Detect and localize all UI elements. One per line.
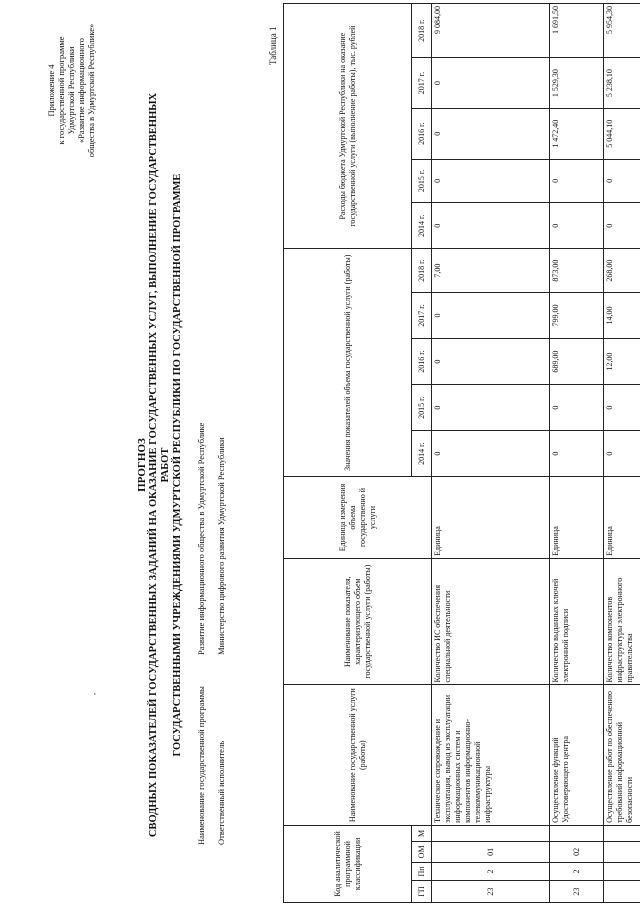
- executor-row: [216, 345, 226, 845]
- cell-service: Осуществление функций Удостоверяющего центра: [550, 685, 604, 825]
- cell-expense: 0: [432, 58, 550, 109]
- header-row: [284, 4, 412, 903]
- cell-volume: 12,00: [604, 339, 640, 385]
- cell-indicator: Количество выданных ключей электронной подписи: [550, 558, 604, 685]
- cell-m: [604, 825, 640, 841]
- table-row: [432, 4, 550, 903]
- header-unit: Единица измерения объема государственно й услуги: [284, 477, 432, 559]
- cell-expense: 0: [550, 159, 604, 203]
- program-row: [196, 345, 206, 845]
- title-line: ПРОГНОЗ: [136, 438, 148, 492]
- cell-expense: 0: [432, 203, 550, 249]
- header-year: 2018 г.: [412, 4, 432, 58]
- cell-volume: 0: [432, 339, 550, 385]
- cell-volume: 689,00: [550, 339, 604, 385]
- appendix-line: «Развитие информационного: [76, 37, 86, 144]
- table-number: Таблица 1: [268, 26, 278, 65]
- title-line: ГОСУДАРСТВЕННЫМИ УЧРЕЖДЕНИЯМИ УДМУРТСКОЙ РЕСПУБЛИКИ ПО ГОСУДАРСТВЕННОЙ ПРОГРАММЕ: [172, 173, 183, 757]
- header-volume: Значения показателей объема государственной услуги (работы): [284, 249, 412, 477]
- header-year: 2015 г.: [412, 385, 432, 431]
- cell-volume: 0: [432, 293, 550, 339]
- header-year: 2016 г.: [412, 339, 432, 385]
- appendix-line: общества в Удмуртской Республике»: [86, 23, 96, 158]
- cell-volume: 0: [432, 385, 550, 431]
- cell-volume: 268,00: [604, 249, 640, 293]
- cell-pp: 2: [550, 862, 604, 880]
- cell-volume: 0: [604, 385, 640, 431]
- cell-expense: 0: [432, 159, 550, 203]
- cell-gp: [604, 881, 640, 903]
- appendix-line: к государственной программе: [56, 36, 66, 145]
- cell-pp: [604, 862, 640, 880]
- header-gp: ГП: [412, 881, 432, 903]
- cell-expense: 0: [604, 159, 640, 203]
- program-value: Развитие информационного общества в Удмуртской Республике: [196, 422, 206, 655]
- cell-om: 02: [550, 842, 604, 863]
- header-year: 2015 г.: [412, 159, 432, 203]
- cell-gp: 23: [432, 881, 550, 903]
- cell-service: Осуществление работ по обеспечению требований информационной безопасности: [604, 685, 640, 825]
- cell-expense: 0: [550, 203, 604, 249]
- header-code: Код аналитической программной классификации: [284, 825, 412, 902]
- cell-pp: 2: [432, 862, 550, 880]
- cell-expense: 5 044,10: [604, 108, 640, 159]
- cell-unit: Единица: [550, 477, 604, 559]
- cell-expense: 0: [432, 108, 550, 159]
- cell-m: [432, 825, 550, 841]
- appendix-note: [46, 3, 96, 178]
- cell-expense: 5 954,30: [604, 4, 640, 58]
- cell-expense: 1 472,40: [550, 108, 604, 159]
- cell-indicator: Количество компонентов инфраструктуры электронного правительства: [604, 558, 640, 685]
- cell-indicator: Количество ИС обеспечения специальной деятельности: [432, 558, 550, 685]
- header-expenses: Расходы бюджета Удмуртской Республики на оказание государственной услуги (выполнение работы), тыс. рублей: [284, 4, 412, 249]
- header-year: 2014 г.: [412, 431, 432, 477]
- header-year: 2017 г.: [412, 58, 432, 109]
- cell-expense: 9 084,00: [432, 4, 550, 58]
- cell-expense: 1 529,30: [550, 58, 604, 109]
- header-year: 2018 г.: [412, 249, 432, 293]
- cell-unit: Единица: [432, 477, 550, 559]
- header-m: М: [412, 825, 432, 841]
- cell-om: 01: [432, 842, 550, 863]
- cell-om: [604, 842, 640, 863]
- cell-unit: Единица: [604, 477, 640, 559]
- forecast-table: [283, 3, 640, 903]
- cell-volume: 0: [432, 431, 550, 477]
- cell-volume: 14,00: [604, 293, 640, 339]
- header-year: 2017 г.: [412, 293, 432, 339]
- program-label: Наименование государственной программы: [196, 686, 206, 845]
- header-year: 2014 г.: [412, 203, 432, 249]
- cell-volume: 0: [550, 431, 604, 477]
- executor-label: Ответственный исполнитель: [216, 740, 226, 845]
- cell-m: [550, 825, 604, 841]
- cell-service: Техническое сопровождение и эксплуатация, вывод из эксплуатации информационных систем и компонентов информационно-телекоммуникационной инфраструктуры: [432, 685, 550, 825]
- header-service: Наименование государственной услуги (работы): [284, 685, 432, 825]
- cell-volume: 0: [604, 431, 640, 477]
- cell-expense: 5 238,10: [604, 58, 640, 109]
- header-year: 2016 г.: [412, 108, 432, 159]
- cell-expense: 1 691,50: [550, 4, 604, 58]
- document-title: [136, 85, 184, 845]
- executor-value: Министерство цифрового развития Удмуртской Республики: [216, 437, 226, 655]
- cell-volume: 799,00: [550, 293, 604, 339]
- title-line: СВОДНЫХ ПОКАЗАТЕЛЕЙ ГОСУДАРСТВЕННЫХ ЗАДАНИЙ НА ОКАЗАНИЕ ГОСУДАРСТВЕННЫХ УСЛУГ, ВЫПОЛНЕНИЕ ГОСУДАРСТВЕННЫХ РАБОТ: [148, 92, 171, 838]
- header-indicator: Наименование показателя, характеризующего объем государственной услуги (работы): [284, 558, 432, 685]
- table-row: [604, 4, 640, 903]
- table-row: [550, 4, 604, 903]
- cell-expense: 0: [604, 203, 640, 249]
- program-info: [196, 345, 236, 845]
- cell-volume: 873,00: [550, 249, 604, 293]
- appendix-line: Удмуртской Республики: [66, 46, 76, 135]
- scan-mark: ,: [88, 693, 97, 695]
- cell-volume: 0: [550, 385, 604, 431]
- header-pp: Пп: [412, 862, 432, 880]
- cell-gp: 23: [550, 881, 604, 903]
- cell-volume: 7,00: [432, 249, 550, 293]
- appendix-line: Приложение 4: [46, 64, 56, 117]
- header-om: ОМ: [412, 842, 432, 863]
